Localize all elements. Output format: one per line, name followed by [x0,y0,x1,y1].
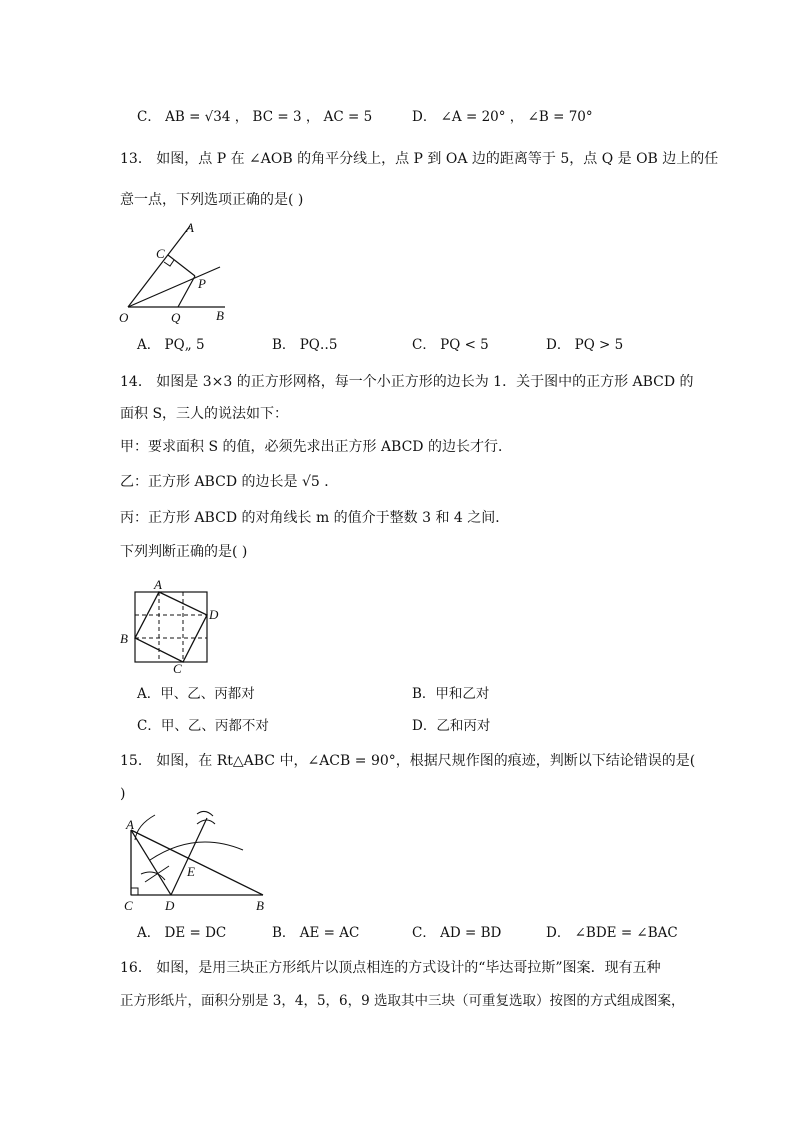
label-o: O [119,310,129,325]
q14-yi: 乙：正方形 ABCD 的边长是 √5 ． [120,474,339,490]
grid-outer [135,592,207,662]
q13-option-b: B． PQ‥5 [272,337,338,353]
q15-figure [115,810,275,918]
ray-oa [128,226,190,307]
q14-jia: 甲：要求面积 S 的值，必须先求出正方形 ABCD 的边长才行． [120,439,512,455]
segment-pq [178,276,195,307]
q14-figure [115,576,220,676]
q15-option-c: C． AD = BD [412,925,502,941]
label-a: A [154,577,162,592]
q14-stem-line2: 面积 S，三人的说法如下： [120,406,289,422]
q15-stem-line1: 15． 如图，在 Rt△ABC 中，∠ACB = 90°，根据尺规作图的痕迹，判断以下结论错误的是( [120,753,696,769]
label-q: Q [171,310,181,325]
arc-cross-1 [145,866,169,882]
label-b: B [256,898,264,913]
q13-option-c: C． PQ < 5 [412,337,489,353]
q13-stem-line1: 13． 如图，点 P 在 ∠AOB 的角平分线上，点 P 到 OA 边的距离等于 5，点 Q 是 OB 边上的任 [120,151,719,167]
q14-option-a: A．甲、乙、丙都对 [137,686,255,702]
arc-cross-2 [197,811,213,816]
q15-option-d: D． ∠BDE = ∠BAC [546,925,678,941]
label-a: A [126,817,134,832]
label-c: C [156,246,165,261]
q12-option-d: D． ∠A = 20° ， ∠B = 70° [412,109,593,125]
arc-large [150,842,243,860]
square-abcd [135,592,207,662]
label-a: A [186,220,194,235]
segment-de [171,818,207,895]
q15-option-a: A． DE = DC [137,925,227,941]
right-angle-mark [131,888,138,895]
q14-bing: 丙：正方形 ABCD 的对角线长 m 的值介于整数 3 和 4 之间． [120,510,510,526]
segment-pc [168,255,195,276]
q14-option-c: C．甲、乙、丙都不对 [137,718,269,734]
q14-ask: 下列判断正确的是( ) [120,544,248,560]
label-b: B [120,631,128,646]
label-c: C [124,898,133,913]
q14-stem-line1: 14． 如图是 3×3 的正方形网格，每一个小正方形的边长为 1．关于图中的正方形 ABCD 的 [120,374,694,390]
q13-figure [110,218,240,328]
q14-option-d: D．乙和丙对 [412,718,491,734]
right-angle-mark [164,260,174,266]
label-d: D [209,607,219,622]
q13-option-d: D． PQ > 5 [546,337,624,353]
q15-stem-line2: ) [120,786,126,802]
q16-stem-line1: 16． 如图，是用三块正方形纸片以顶点相连的方式设计的“毕达哥拉斯”图案．现有五种 [120,960,661,976]
q12-option-c: C． AB = √34 ， BC = 3 ， AC = 5 [137,109,373,125]
q13-option-a: A． PQ„ 5 [137,337,205,353]
label-e: E [187,864,195,879]
q14-option-b: B．甲和乙对 [412,686,490,702]
q16-stem-line2: 正方形纸片，面积分别是 3，4，5，6，9 选取其中三块（可重复选取）按图的方式组成图案， [120,993,685,1009]
label-d: D [165,898,175,913]
q15-option-b: B． AE = AC [272,925,360,941]
label-p: P [198,276,206,291]
label-c: C [173,661,182,676]
label-b: B [216,308,224,323]
q13-stem-line2: 意一点，下列选项正确的是( ) [120,192,304,208]
bisector [128,267,220,307]
